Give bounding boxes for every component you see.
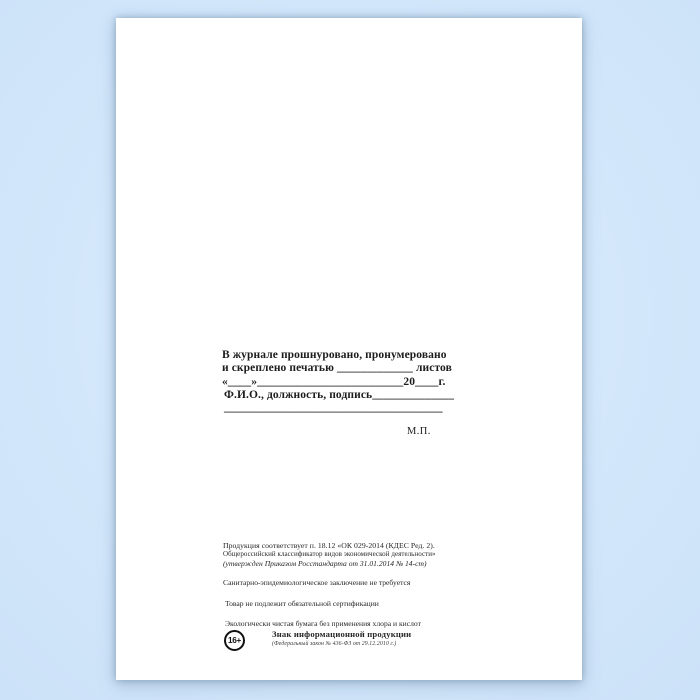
binding-line-2: и скреплено печатью _____________ листов xyxy=(222,362,452,375)
binding-line-1: В журнале прошнуровано, пронумеровано xyxy=(222,349,447,361)
age-mark-texts xyxy=(272,629,411,647)
standard-compliance-line-2: Общероссийский классификатор видов экономической деятельности» xyxy=(223,550,436,558)
age-mark-law: (Федеральный закон № 436-ФЗ от 29.12.2010 г.) xyxy=(272,640,397,647)
age-mark-label: Знак информационной продукции xyxy=(272,629,412,639)
compliance-block xyxy=(223,541,436,628)
document-page xyxy=(116,18,582,680)
age-mark-row xyxy=(224,629,411,651)
binding-signature-line: ______________________________________ xyxy=(224,402,443,415)
binding-line-3: «____»_________________________20____г. xyxy=(222,375,446,388)
standard-compliance-line-1: Продукция соответствует п. 18.12 «ОК 029-2014 (КДЕС Ред. 2). xyxy=(223,541,435,550)
binding-attestation-block xyxy=(222,349,455,415)
certification-statement: Товар не подлежит обязательной сертификации xyxy=(225,598,379,608)
standard-compliance-line-3: (утвержден Приказом Росстандарта от 31.01.2014 № 14-ст) xyxy=(223,559,427,568)
age-16plus-icon: 16+ xyxy=(224,630,245,651)
binding-line-4: Ф.И.О., должность, подпись______________ xyxy=(224,388,455,401)
eco-statement: Экологически чистая бумага без применения хлора и кислот xyxy=(225,619,421,628)
sanitary-statement: Санитарно-эпидемиологическое заключение не требуется xyxy=(223,578,411,587)
stamp-place-abbr: М.П. xyxy=(407,426,431,437)
